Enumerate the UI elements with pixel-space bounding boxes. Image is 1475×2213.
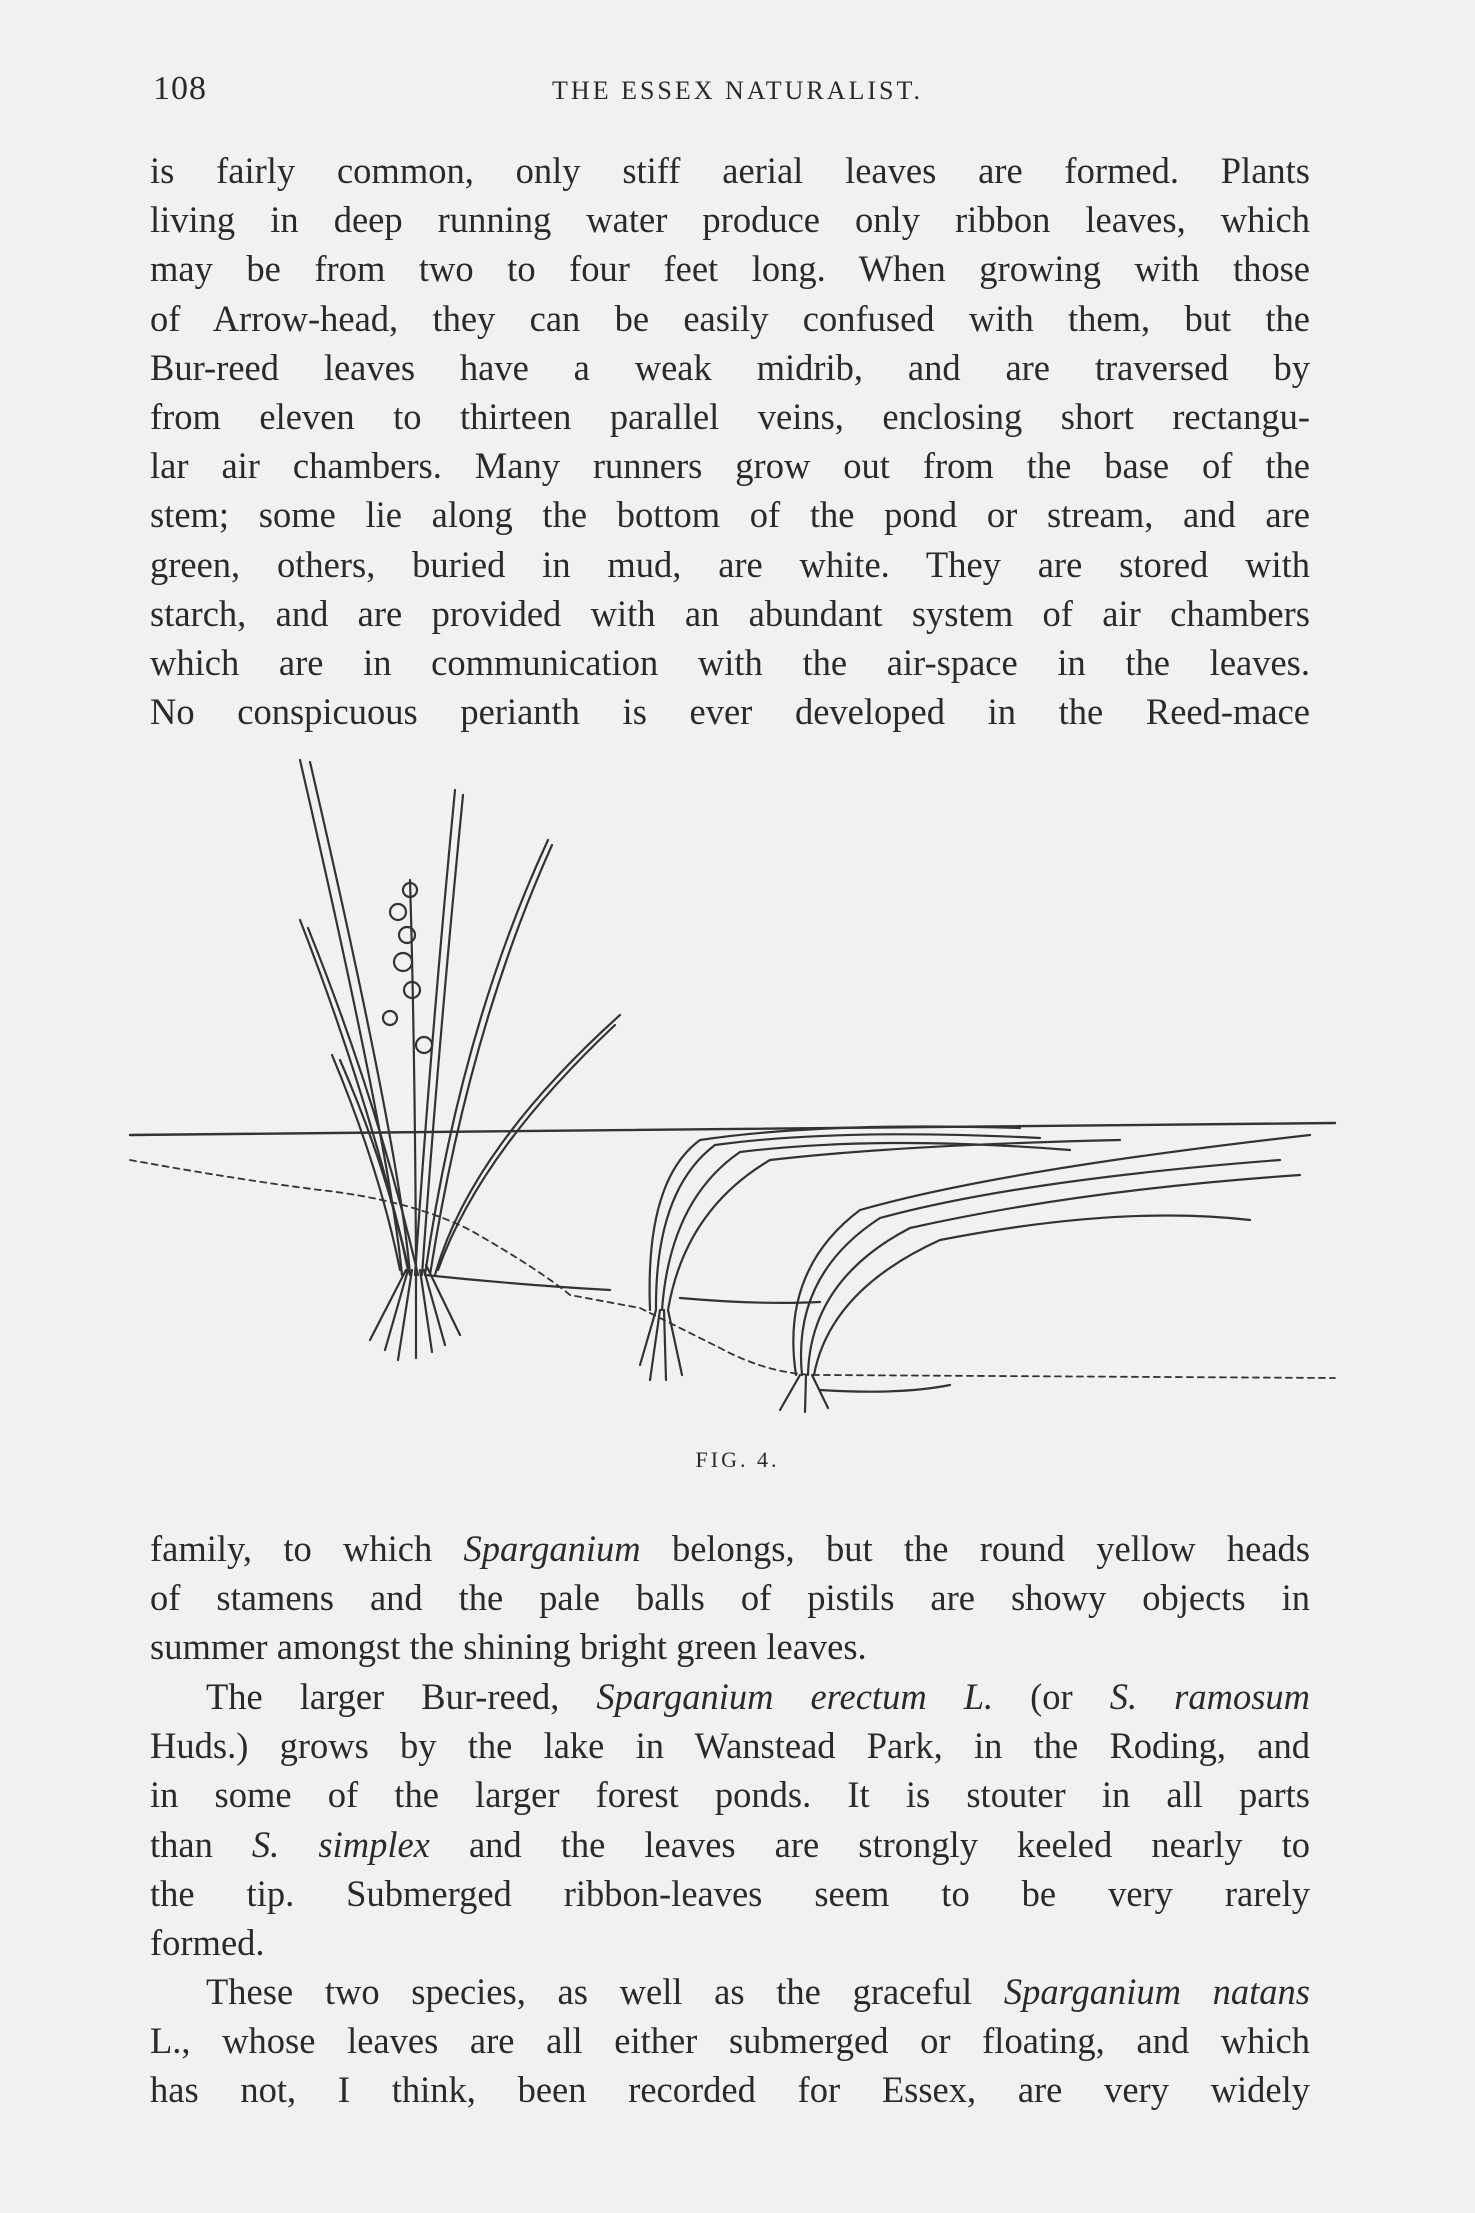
text-line: green, others, buried in mud, are white. They are stored with (150, 543, 1310, 585)
text-line: summer amongst the shining bright green leaves. (150, 1626, 867, 1668)
plant-erect-with-flowers (300, 760, 620, 1360)
text-line: lar air chambers. Many runners grow out from the base of the (150, 445, 1310, 487)
text-line: formed. (150, 1922, 265, 1964)
text-line: from eleven to thirteen parallel veins, enclosing short rectangu- (150, 396, 1310, 438)
running-head: THE ESSEX NATURALIST. (552, 76, 923, 105)
plant-floating-leaves-1 (640, 1127, 1120, 1381)
text-line: has not, I think, been recorded for Essex, are very widely (150, 2069, 1310, 2111)
text-line: of stamens and the pale balls of pistils are showy objects in (150, 1577, 1310, 1619)
text-line: of Arrow-head, they can be easily confused with them, but the (150, 297, 1310, 339)
paragraph-2 (150, 1524, 1310, 1672)
text-line: These two species, as well as the graceful Sparganium natans (206, 1971, 1310, 2012)
text-line: may be from two to four feet long. When growing with those (150, 248, 1310, 290)
text-line: living in deep running water produce only ribbon leaves, which (150, 199, 1310, 241)
text-line: which are in communication with the air-space in the leaves. (150, 642, 1310, 684)
page-number: 108 (153, 70, 207, 107)
text-line: No conspicuous perianth is ever developed in the Reed-mace (150, 691, 1310, 733)
text-line: family, to which Sparganium belongs, but the round yellow heads (150, 1528, 1310, 1569)
text-line: stem; some lie along the bottom of the pond or stream, and are (150, 494, 1310, 536)
text-line: than S. simplex and the leaves are strongly keeled nearly to (150, 1823, 1311, 1865)
water-surface-line (130, 1123, 1335, 1135)
paragraph-1 (150, 146, 1310, 736)
text-line: in some of the larger forest ponds. It is stouter in all parts (150, 1774, 1310, 1816)
paragraph-3 (150, 1672, 1310, 1967)
figure-caption: FIG. 4. (695, 1447, 780, 1472)
text-line: The larger Bur-reed, Sparganium erectum L. (or S. ramosum (206, 1676, 1311, 1717)
pond-bottom-dotted-line (130, 1160, 1335, 1378)
text-line: Bur-reed leaves have a weak midrib, and are traversed by (150, 346, 1310, 388)
text-line: Huds.) grows by the lake in Wanstead Park, in the Roding, and (150, 1725, 1310, 1767)
text-line: starch, and are provided with an abundant system of air chambers (150, 592, 1310, 634)
paragraph-4 (150, 1967, 1310, 2115)
bur-reed-figure (120, 750, 1340, 1430)
text-line: the tip. Submerged ribbon-leaves seem to be very rarely (150, 1872, 1310, 1914)
plant-floating-leaves-2 (780, 1135, 1310, 1412)
text-line: is fairly common, only stiff aerial leaves are formed. Plants (150, 150, 1310, 191)
text-line: L., whose leaves are all either submerged or floating, and which (150, 2020, 1310, 2062)
